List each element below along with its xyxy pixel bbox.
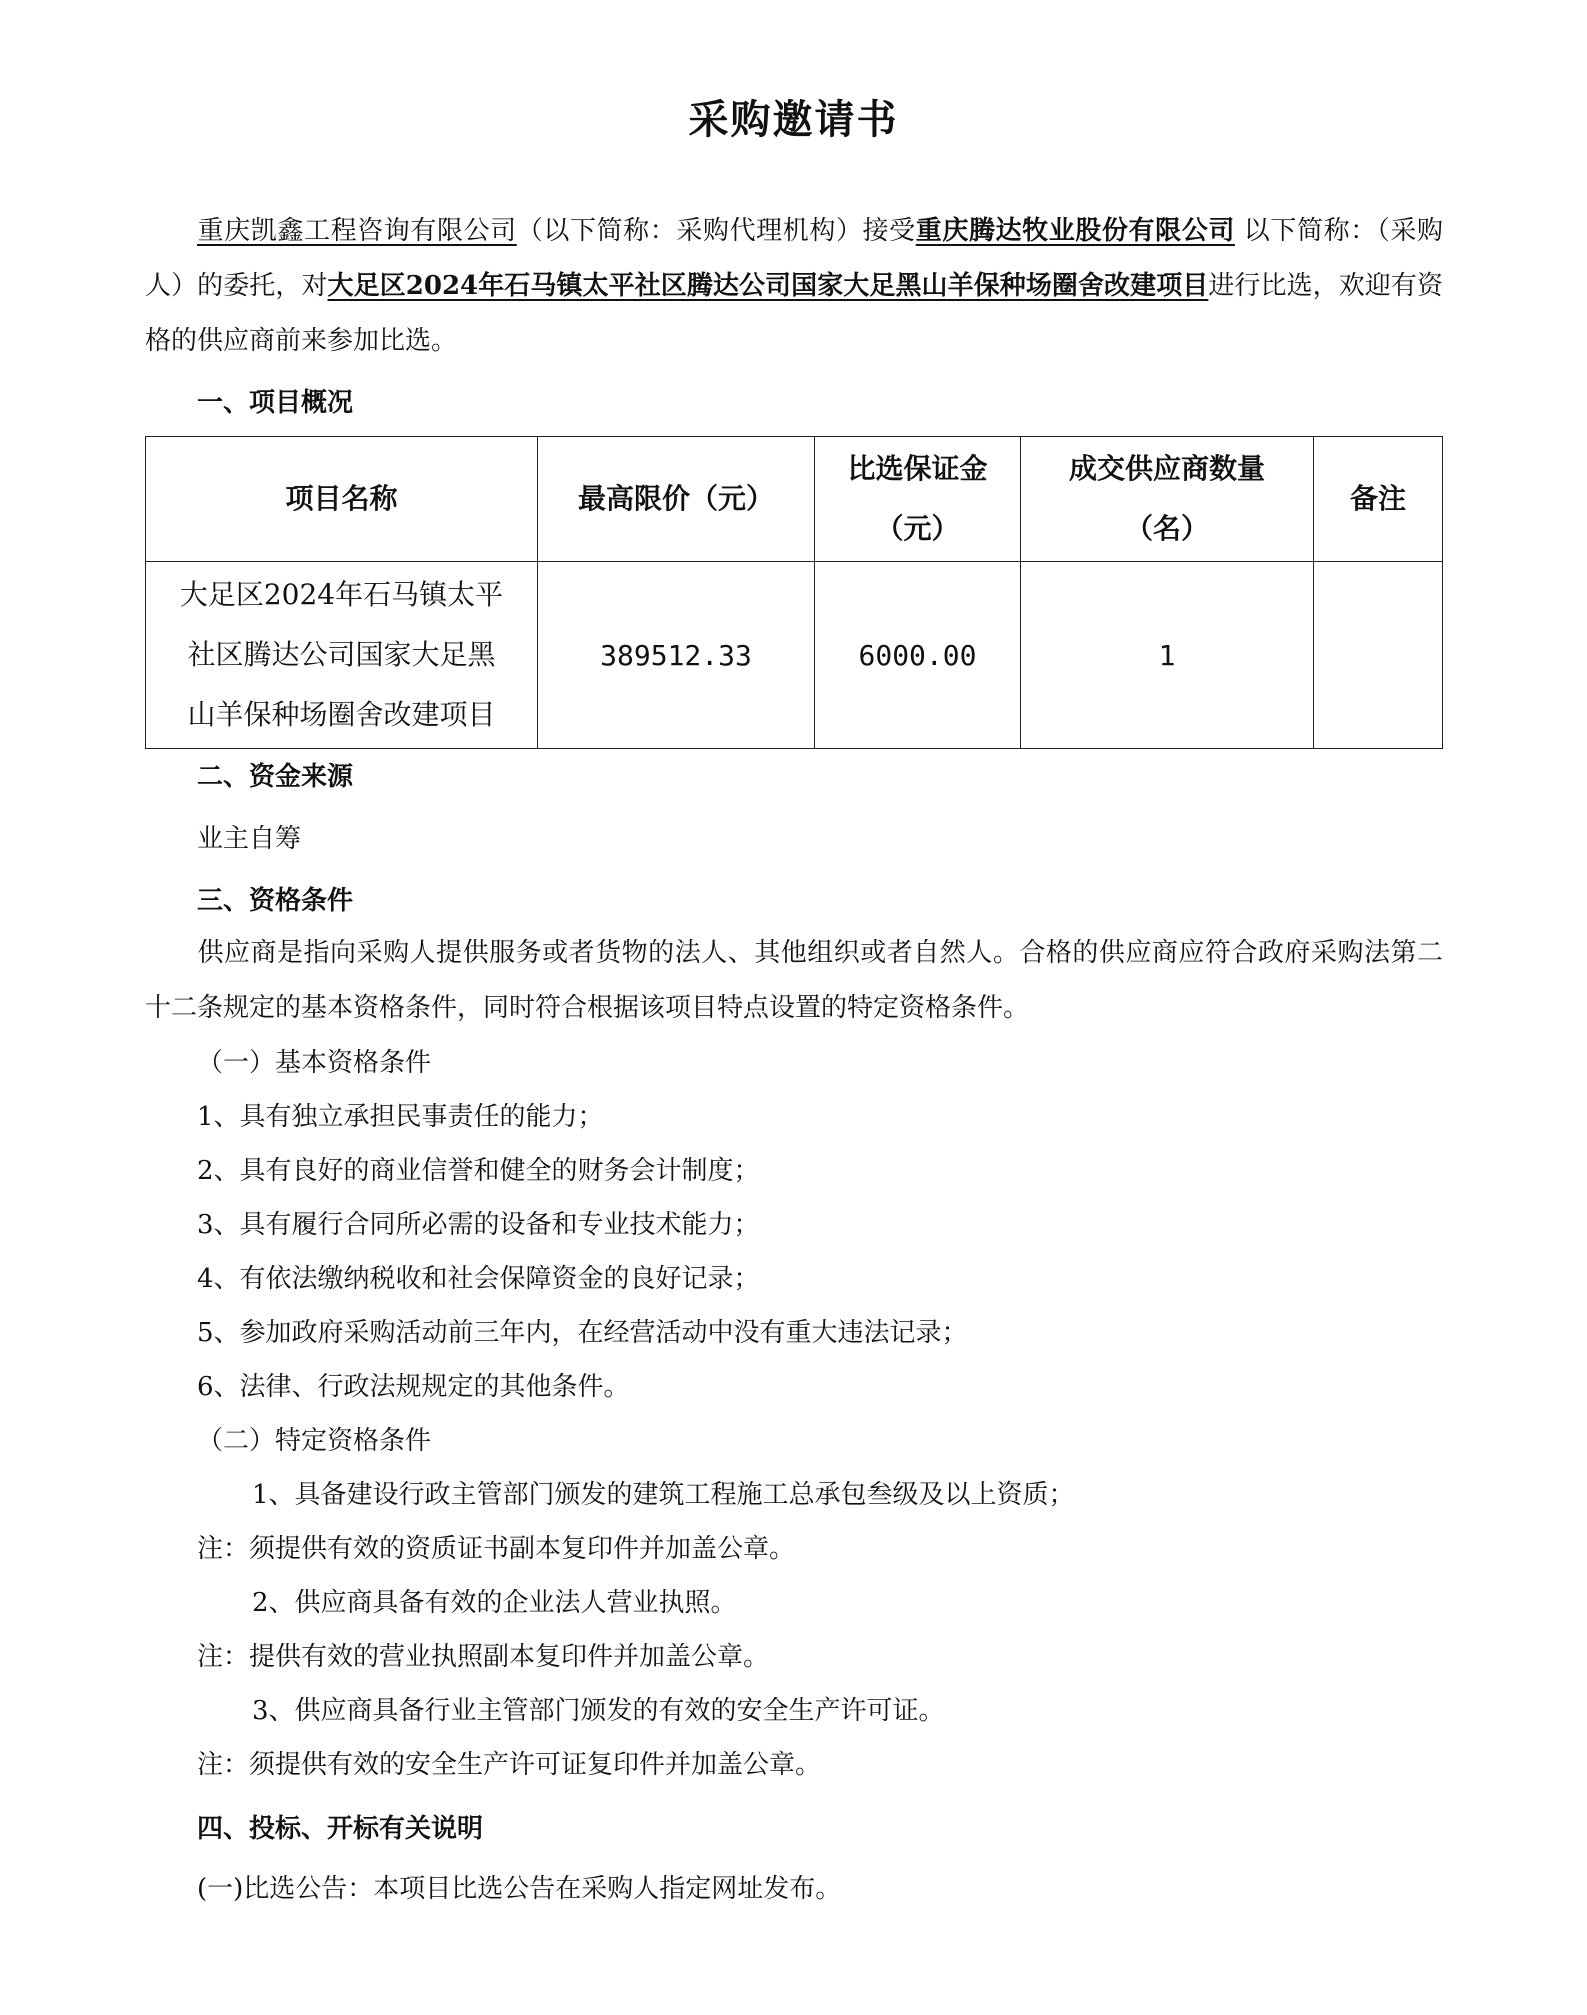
list-note: 注：须提供有效的安全生产许可证复印件并加盖公章。 <box>197 1750 822 1780</box>
header-supplier-count: 成交供应商数量 （名） <box>1021 437 1314 562</box>
project-name: 大足区2024年石马镇太平社区腾达公司国家大足黑山羊保种场圈舍改建项目 <box>327 271 1209 301</box>
list-item: 2、供应商具备有效的企业法人营业执照。 <box>252 1588 737 1618</box>
section-4-heading: 四、投标、开标有关说明 <box>197 1814 484 1844</box>
header-deposit: 比选保证金 （元） <box>815 437 1021 562</box>
list-item: 2、具有良好的商业信誉和健全的财务会计制度； <box>197 1156 760 1186</box>
basic-qualification-heading: （一）基本资格条件 <box>197 1048 432 1078</box>
section-2-heading: 二、资金来源 <box>197 762 354 792</box>
cell-deposit: 6000.00 <box>815 562 1021 749</box>
cell-project-name: 大足区2024年石马镇太平 社区腾达公司国家大足黑 山羊保种场圈舍改建项目 <box>146 562 538 749</box>
list-item: 3、供应商具备行业主管部门颁发的有效的安全生产许可证。 <box>252 1696 945 1726</box>
cell-remark <box>1314 562 1443 749</box>
purchaser-name: 重庆腾达牧业股份有限公司 <box>915 216 1235 246</box>
cell-supplier-count: 1 <box>1021 562 1314 749</box>
list-item: 3、具有履行合同所必需的设备和专业技术能力； <box>197 1210 760 1240</box>
list-item: 1、具有独立承担民事责任的能力； <box>197 1102 604 1132</box>
list-item: 1、具备建设行政主管部门颁发的建筑工程施工总承包叁级及以上资质； <box>252 1480 1075 1510</box>
cell-max-price: 389512.33 <box>538 562 815 749</box>
table-header-row <box>146 437 1443 562</box>
section-1-heading: 一、项目概况 <box>197 388 354 418</box>
funding-source-text: 业主自筹 <box>197 824 302 854</box>
list-item: 5、参加政府采购活动前三年内，在经营活动中没有重大违法记录； <box>197 1318 968 1348</box>
table-row <box>146 562 1443 749</box>
page-title: 采购邀请书 <box>688 96 899 143</box>
special-qualification-heading: （二）特定资格条件 <box>197 1426 432 1456</box>
list-item: 6、法律、行政法规规定的其他条件。 <box>197 1372 630 1402</box>
bid-announcement-text: (一)比选公告：本项目比选公告在采购人指定网址发布。 <box>197 1874 842 1904</box>
agency-name: 重庆凯鑫工程咨询有限公司 <box>197 216 517 246</box>
list-note: 注：提供有效的营业执照副本复印件并加盖公章。 <box>197 1642 770 1672</box>
header-project-name: 项目名称 <box>146 437 538 562</box>
section-3-heading: 三、资格条件 <box>197 886 354 916</box>
header-remark: 备注 <box>1314 437 1443 562</box>
list-note: 注：须提供有效的资质证书副本复印件并加盖公章。 <box>197 1534 796 1564</box>
project-overview-table <box>145 436 1443 749</box>
list-item: 4、有依法缴纳税收和社会保障资金的良好记录； <box>197 1264 760 1294</box>
header-max-price: 最高限价（元） <box>538 437 815 562</box>
qualification-intro: 供应商是指向采购人提供服务或者货物的法人、其他组织或者自然人。合格的供应商应符合政府采购法第二十二条规定的基本资格条件，同时符合根据该项目特点设置的特定资格条件。 <box>145 938 1443 1023</box>
intro-paragraph: 重庆凯鑫工程咨询有限公司（以下简称：采购代理机构）接受重庆腾达牧业股份有限公司 以下简称：（采购人）的委托，对大足区2024年石马镇太平社区腾达公司国家大足黑山羊保种场圈舍改建项目进行比选，欢迎有资格的供应商前来参加比选。 <box>145 216 1443 356</box>
